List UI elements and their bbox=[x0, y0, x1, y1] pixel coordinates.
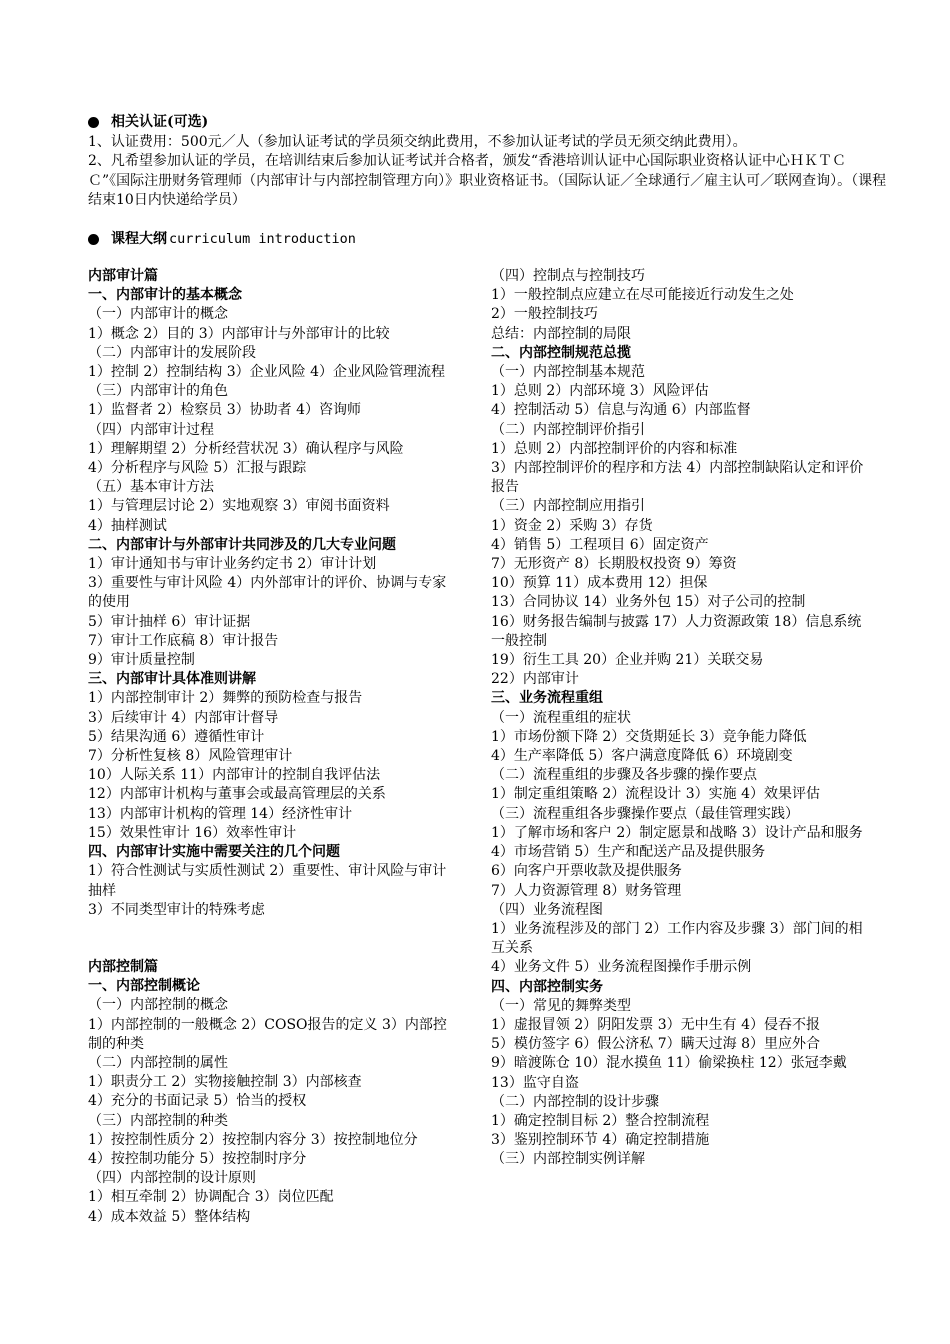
outline-line: 1）资金 2）采购 3）存货 bbox=[491, 517, 653, 534]
outline-line: （二）内部控制的属性 bbox=[88, 1054, 228, 1071]
curriculum-heading-cn: 课程大纲 bbox=[111, 231, 167, 247]
outline-line: （二）内部审计的发展阶段 bbox=[88, 344, 256, 361]
outline-line: 1）确定控制目标 2）整合控制流程 bbox=[491, 1112, 710, 1129]
outline-line: 19）衍生工具 20）企业并购 21）关联交易 bbox=[491, 652, 764, 669]
outline-line: 4）控制活动 5）信息与沟通 6）内部监督 bbox=[491, 402, 751, 419]
curriculum-heading bbox=[88, 230, 888, 250]
outline-line: 1）符合性测试与实质性测试 2）重要性、审计风险与审计抽样 bbox=[88, 863, 447, 899]
outline-line: （一）内部控制的概念 bbox=[88, 997, 228, 1014]
outline-line: 4）按控制功能分 5）按控制时序分 bbox=[88, 1150, 307, 1167]
outline-line: 4）抽样测试 bbox=[88, 517, 167, 534]
left-column bbox=[88, 267, 458, 1227]
outline-line: 3）重要性与审计风险 4）内外部审计的评价、协调与专家的使用 bbox=[88, 575, 447, 611]
outline-line: 1）审计通知书与审计业务约定书 2）审计计划 bbox=[88, 556, 377, 573]
outline-heading: 二、内部控制规范总揽 bbox=[491, 344, 631, 361]
outline-line: （四）内部审计过程 bbox=[88, 421, 214, 438]
section-spacer bbox=[88, 920, 458, 958]
right-column bbox=[491, 267, 866, 1170]
outline-line: 10）人际关系 11）内部审计的控制自我评估法 bbox=[88, 767, 381, 784]
outline-line: 13）监守自盗 bbox=[491, 1074, 579, 1091]
outline-line: 1）了解市场和客户 2）制定愿景和战略 3）设计产品和服务 bbox=[491, 824, 863, 841]
outline-heading: 一、内部控制概论 bbox=[88, 978, 200, 995]
outline-heading: 四、内部审计实施中需要关注的几个问题 bbox=[88, 844, 340, 861]
outline-line: 16）财务报告编制与披露 17）人力资源政策 18）信息系统一般控制 bbox=[491, 613, 862, 649]
outline-line: （一）流程重组的症状 bbox=[491, 709, 631, 726]
outline-line: （三）内部控制应用指引 bbox=[491, 498, 645, 515]
certification-section bbox=[88, 113, 888, 211]
certification-heading bbox=[88, 113, 888, 133]
outline-line: 2）一般控制技巧 bbox=[491, 306, 598, 323]
outline-line: 1）与管理层讨论 2）实地观察 3）审阅书面资料 bbox=[88, 498, 390, 515]
outline-line: 7）无形资产 8）长期股权投资 9）筹资 bbox=[491, 556, 737, 573]
certification-requirement-paragraph: 2、凡希望参加认证的学员，在培训结束后参加认证考试并合格者，颁发“香港培训认证中心国际职业资格认证中心ＨＫＴＣＣ”《国际注册财务管理师（内部审计与内部控制管理方向）》职业资格证书。（国际认证／全球通行／雇主认可／联网查询）。（课程结束10日内快递给学员） bbox=[88, 153, 887, 208]
outline-heading: 一、内部审计的基本概念 bbox=[88, 287, 242, 304]
outline-line: 1）控制 2）控制结构 3）企业风险 4）企业风险管理流程 bbox=[88, 364, 445, 381]
outline-line: 5）模仿签字 6）假公济私 7）瞒天过海 8）里应外合 bbox=[491, 1036, 820, 1053]
outline-line: 7）审计工作底稿 8）审计报告 bbox=[88, 632, 279, 649]
outline-heading: 三、业务流程重组 bbox=[491, 690, 603, 707]
outline-line: 1）监督者 2）检察员 3）协助者 4）咨询师 bbox=[88, 402, 361, 419]
outline-line: （一）内部审计的概念 bbox=[88, 306, 228, 323]
outline-line: 1）概念 2）目的 3）内部审计与外部审计的比较 bbox=[88, 325, 390, 342]
certification-heading-text: 相关认证(可选) bbox=[111, 114, 209, 130]
outline-line: 12）内部审计机构与董事会或最高管理层的关系 bbox=[88, 786, 386, 803]
outline-line: 5）审计抽样 6）审计证据 bbox=[88, 613, 251, 630]
outline-line: 3）不同类型审计的特殊考虑 bbox=[88, 901, 265, 918]
outline-line: 1）总则 2）内部控制评价的内容和标准 bbox=[491, 440, 738, 457]
outline-line: 1）理解期望 2）分析经营状况 3）确认程序与风险 bbox=[88, 440, 404, 457]
outline-line: 1）内部控制的一般概念 2）COSO报告的定义 3）内部控制的种类 bbox=[88, 1016, 447, 1052]
bullet-icon bbox=[88, 117, 99, 128]
outline-line: （三）内部控制实例详解 bbox=[491, 1151, 645, 1168]
outline-line: 1）市场份额下降 2）交货期延长 3）竞争能力降低 bbox=[491, 728, 807, 745]
outline-line: （二）内部控制评价指引 bbox=[491, 421, 645, 438]
outline-line: 7）分析性复核 8）风险管理审计 bbox=[88, 748, 293, 765]
outline-heading: 内部审计篇 bbox=[88, 268, 158, 284]
outline-line: 1）总则 2）内部环境 3）风险评估 bbox=[491, 383, 709, 400]
outline-line: （一）内部控制基本规范 bbox=[491, 364, 645, 381]
outline-heading: 四、内部控制实务 bbox=[491, 978, 603, 995]
outline-line: 4）充分的书面记录 5）恰当的授权 bbox=[88, 1093, 307, 1110]
outline-line: 4）业务文件 5）业务流程图操作手册示例 bbox=[491, 959, 752, 976]
outline-heading: 三、内部审计具体准则讲解 bbox=[88, 671, 256, 688]
outline-line: （三）内部控制的种类 bbox=[88, 1112, 228, 1129]
outline-line: （二）内部控制的设计步骤 bbox=[491, 1093, 659, 1110]
outline-line: 1）一般控制点应建立在尽可能接近行动发生之处 bbox=[491, 287, 794, 304]
outline-line: 1）按控制性质分 2）按控制内容分 3）按控制地位分 bbox=[88, 1131, 418, 1148]
outline-line: 3）后续审计 4）内部审计督导 bbox=[88, 709, 279, 726]
outline-line: （一）常见的舞弊类型 bbox=[491, 997, 631, 1014]
outline-heading: 内部控制篇 bbox=[88, 958, 158, 975]
outline-line: 总结：内部控制的局限 bbox=[491, 325, 631, 342]
outline-line: （四）控制点与控制技巧 bbox=[491, 268, 645, 284]
outline-line: 13）内部审计机构的管理 14）经济性审计 bbox=[88, 805, 353, 822]
bullet-icon bbox=[88, 234, 99, 245]
outline-line: 9）暗渡陈仓 10）混水摸鱼 11）偷梁换柱 12）张冠李戴 bbox=[491, 1055, 847, 1072]
outline-line: （三）内部审计的角色 bbox=[88, 383, 228, 400]
outline-line: 1）职责分工 2）实物接触控制 3）内部核查 bbox=[88, 1074, 362, 1091]
outline-line: 1）虚报冒领 2）阴阳发票 3）无中生有 4）侵吞不报 bbox=[491, 1016, 820, 1033]
outline-line: 4）销售 5）工程项目 6）固定资产 bbox=[491, 536, 709, 553]
outline-line: 22）内部审计 bbox=[491, 671, 579, 688]
outline-line: 5）结果沟通 6）遵循性审计 bbox=[88, 728, 265, 745]
outline-line: （五）基本审计方法 bbox=[88, 479, 214, 496]
curriculum-heading-en: curriculum introduction bbox=[169, 231, 356, 247]
outline-line: 1）相互牵制 2）协调配合 3）岗位匹配 bbox=[88, 1189, 334, 1206]
outline-line: 9）审计质量控制 bbox=[88, 652, 195, 669]
internal-control-outline-continued bbox=[491, 267, 866, 1170]
outline-line: 1）制定重组策略 2）流程设计 3）实施 4）效果评估 bbox=[491, 786, 820, 803]
outline-line: 4）市场营销 5）生产和配送产品及提供服务 bbox=[491, 844, 766, 861]
outline-line: 15）效果性审计 16）效率性审计 bbox=[88, 824, 297, 841]
outline-line: 13）合同协议 14）业务外包 15）对子公司的控制 bbox=[491, 594, 806, 611]
outline-line: 6）向客户开票收款及提供服务 bbox=[491, 863, 682, 880]
internal-audit-outline bbox=[88, 267, 458, 920]
outline-heading: 二、内部审计与外部审计共同涉及的几大专业问题 bbox=[88, 536, 396, 553]
outline-line: 4）成本效益 5）整体结构 bbox=[88, 1208, 251, 1225]
outline-line: 1）业务流程涉及的部门 2）工作内容及步骤 3）部门间的相互关系 bbox=[491, 920, 863, 957]
outline-line: 1）内部控制审计 2）舞弊的预防检查与报告 bbox=[88, 690, 363, 707]
outline-line: （二）流程重组的步骤及各步骤的操作要点 bbox=[491, 767, 757, 784]
certification-fee-paragraph: 1、认证费用：500元／人（参加认证考试的学员须交纳此费用，不参加认证考试的学员无须交纳此费用）。 bbox=[88, 133, 747, 150]
internal-control-outline bbox=[88, 958, 458, 1227]
outline-line: 7）人力资源管理 8）财务管理 bbox=[491, 882, 682, 899]
outline-line: （四）内部控制的设计原则 bbox=[88, 1170, 256, 1187]
outline-line: （三）流程重组各步骤操作要点（最佳管理实践） bbox=[491, 805, 799, 822]
outline-line: （四）业务流程图 bbox=[491, 901, 603, 918]
outline-line: 3）内部控制评价的程序和方法 4）内部控制缺陷认定和评价报告 bbox=[491, 460, 864, 496]
outline-line: 4）分析程序与风险 5）汇报与跟踪 bbox=[88, 460, 307, 477]
outline-line: 10）预算 11）成本费用 12）担保 bbox=[491, 575, 708, 592]
outline-line: 3）鉴别控制环节 4）确定控制措施 bbox=[491, 1132, 710, 1149]
outline-line: 4）生产率降低 5）客户满意度降低 6）环境剧变 bbox=[491, 748, 793, 765]
